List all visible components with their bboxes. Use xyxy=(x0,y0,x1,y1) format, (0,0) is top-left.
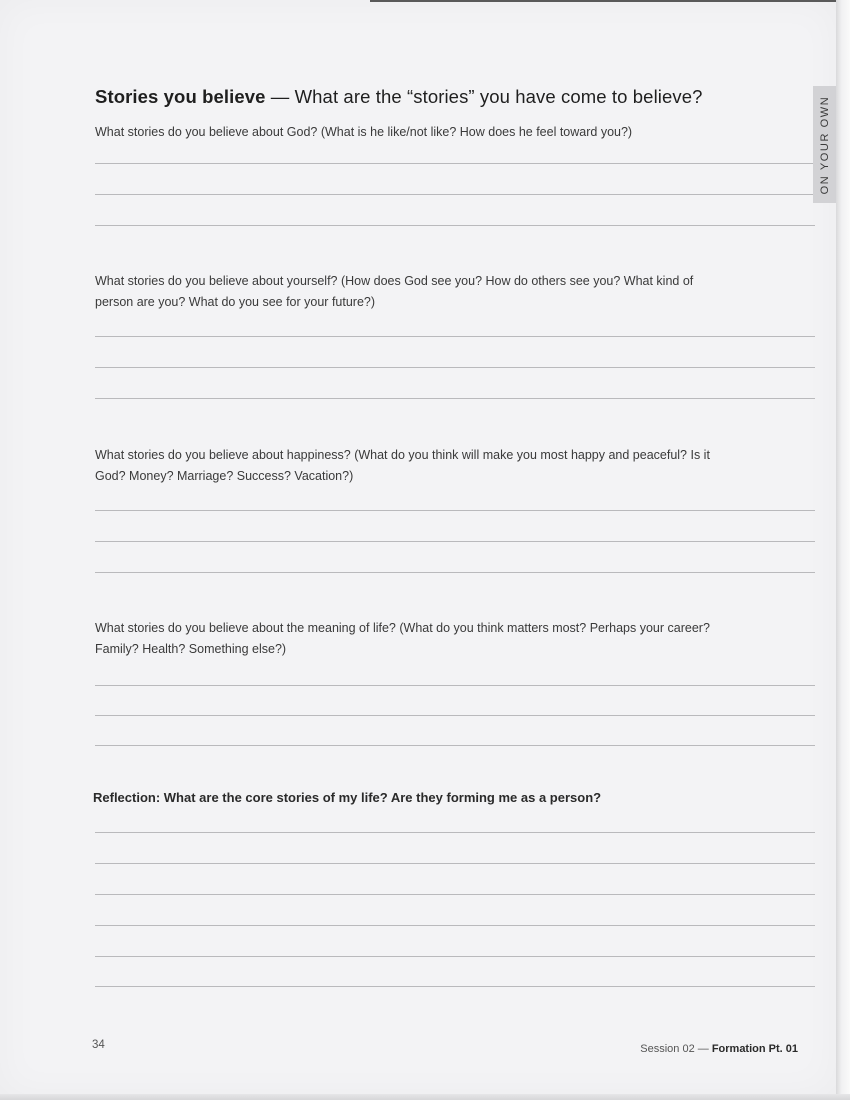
answer-line[interactable] xyxy=(95,572,815,573)
reflection-line[interactable] xyxy=(95,986,815,987)
answer-line[interactable] xyxy=(95,745,815,746)
question-meaning-of-life: What stories do you believe about the meaning of life? (What do you think matters most? Perhaps your career? Family? Health? Something else?) xyxy=(95,621,710,656)
footer-session: Session 02 — xyxy=(640,1043,712,1055)
answer-line[interactable] xyxy=(95,367,815,368)
question-god: What stories do you believe about God? (What is he like/not like? How does he feel toward you?) xyxy=(95,125,633,139)
page-footer xyxy=(640,1043,798,1055)
page-number: 34 xyxy=(92,1039,105,1051)
question-happiness: What stories do you believe about happiness? (What do you think will make you most happy and peaceful? Is it God? Money? Marriage? Success? Vacation?) xyxy=(95,448,710,483)
page-top-edge xyxy=(370,0,850,2)
reflection-line[interactable] xyxy=(95,863,815,864)
answer-line[interactable] xyxy=(95,194,815,195)
answer-line[interactable] xyxy=(95,541,815,542)
page-bottom-edge xyxy=(0,1094,850,1100)
reflection-line[interactable] xyxy=(95,956,815,957)
reflection-line[interactable] xyxy=(95,925,815,926)
footer-title: Formation Pt. 01 xyxy=(711,1043,798,1055)
page-heading xyxy=(95,86,703,108)
answer-line[interactable] xyxy=(95,715,815,716)
heading-bold: Stories you believe xyxy=(95,86,266,107)
answer-line[interactable] xyxy=(95,685,815,686)
reflection-line[interactable] xyxy=(95,832,815,833)
answer-line[interactable] xyxy=(95,336,815,337)
section-side-tab xyxy=(813,86,836,203)
reflection-line[interactable] xyxy=(95,894,815,895)
reflection-prompt: Reflection: What are the core stories of my life? Are they forming me as a person? xyxy=(93,790,602,805)
answer-line[interactable] xyxy=(95,225,815,226)
heading-rest: — What are the “stories” you have come to believe? xyxy=(265,86,703,107)
page-right-edge xyxy=(836,0,850,1100)
question-yourself: What stories do you believe about yourself? (How does God see you? How do others see you? What kind of person are you? What do you see for your future?) xyxy=(95,274,694,309)
answer-line[interactable] xyxy=(95,510,815,511)
answer-line[interactable] xyxy=(95,163,815,164)
side-tab-label: ON YOUR OWN xyxy=(818,95,831,194)
answer-line[interactable] xyxy=(95,398,815,399)
